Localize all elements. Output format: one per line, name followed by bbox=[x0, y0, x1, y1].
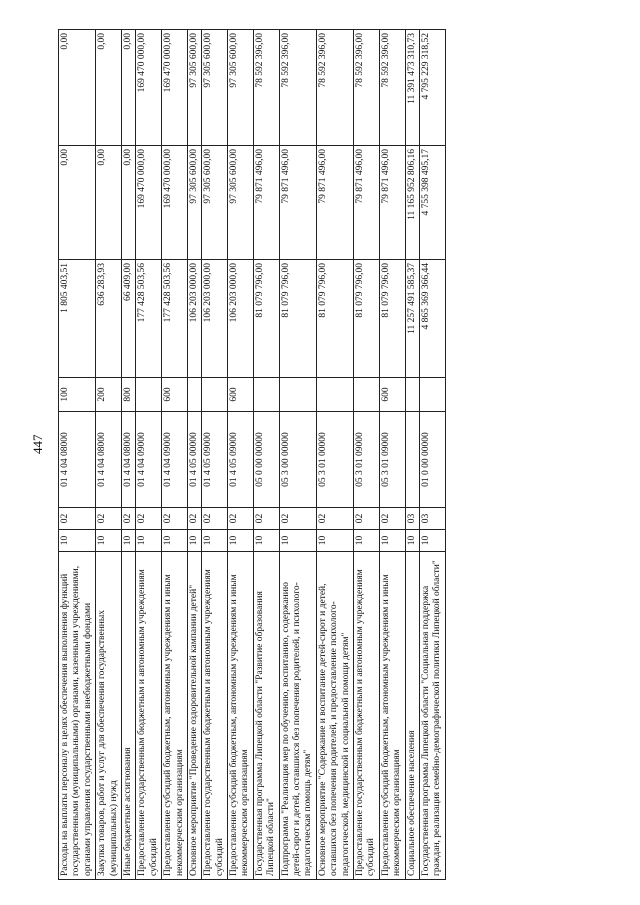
amount-year-1: 81 079 796,00 bbox=[353, 260, 379, 378]
row-name: Государственная программа Липецкой области "Развитие образования Липецкой области" bbox=[253, 552, 279, 880]
row-name: Социальное обеспечение населения bbox=[405, 552, 419, 880]
subsection-code: 02 bbox=[187, 508, 201, 530]
amount-year-3: 97 305 600,00 bbox=[228, 30, 254, 146]
expense-type-code bbox=[419, 378, 445, 412]
subsection-code: 02 bbox=[59, 508, 96, 530]
table-row bbox=[316, 30, 353, 880]
expense-type-code: 600 bbox=[162, 378, 188, 412]
table-row bbox=[353, 30, 379, 880]
amount-year-3: 78 592 396,00 bbox=[379, 30, 405, 146]
target-article-code: 01 4 04 09000 bbox=[162, 412, 188, 508]
section-code: 10 bbox=[202, 530, 228, 552]
subsection-code: 02 bbox=[253, 508, 279, 530]
subsection-code: 02 bbox=[96, 508, 122, 530]
row-name: Основное мероприятие "Проведение оздоровительной кампании детей" bbox=[187, 552, 201, 880]
amount-year-2: 79 871 496,00 bbox=[253, 146, 279, 260]
target-article-code: 01 4 05 09000 bbox=[202, 412, 228, 508]
section-code: 10 bbox=[253, 530, 279, 552]
amount-year-2: 169 470 000,00 bbox=[136, 146, 162, 260]
expense-type-code bbox=[136, 378, 162, 412]
amount-year-3: 4 795 229 318,52 bbox=[419, 30, 445, 146]
table-row bbox=[162, 30, 188, 880]
amount-year-3: 169 470 000,00 bbox=[162, 30, 188, 146]
target-article-code: 05 3 01 09000 bbox=[379, 412, 405, 508]
expense-type-code: 800 bbox=[121, 378, 135, 412]
amount-year-3: 169 470 000,00 bbox=[136, 30, 162, 146]
row-name: Предоставление государственным бюджетным и автономным учреждениям субсидий bbox=[136, 552, 162, 880]
amount-year-2: 79 871 496,00 bbox=[379, 146, 405, 260]
amount-year-3: 78 592 396,00 bbox=[253, 30, 279, 146]
amount-year-1: 177 428 503,56 bbox=[136, 260, 162, 378]
section-code: 10 bbox=[136, 530, 162, 552]
amount-year-3: 78 592 396,00 bbox=[353, 30, 379, 146]
expense-type-code: 100 bbox=[59, 378, 96, 412]
amount-year-1: 177 428 503,56 bbox=[162, 260, 188, 378]
row-name: Подпрограмма "Реализация мер по обучению, воспитанию, содержанию детей-сирот и детей, оставшихся без попечения родителей, и психолого-педагогическая помощь детям" bbox=[279, 552, 316, 880]
target-article-code: 01 0 00 00000 bbox=[419, 412, 445, 508]
amount-year-3: 78 592 396,00 bbox=[316, 30, 353, 146]
section-code: 10 bbox=[96, 530, 122, 552]
subsection-code: 02 bbox=[228, 508, 254, 530]
target-article-code: 01 4 05 09000 bbox=[228, 412, 254, 508]
expense-type-code bbox=[253, 378, 279, 412]
amount-year-1: 81 079 796,00 bbox=[253, 260, 279, 378]
amount-year-1: 81 079 796,00 bbox=[316, 260, 353, 378]
amount-year-2: 4 755 398 495,17 bbox=[419, 146, 445, 260]
amount-year-2: 11 165 952 806,16 bbox=[405, 146, 419, 260]
amount-year-3: 0,00 bbox=[121, 30, 135, 146]
amount-year-1: 1 805 403,51 bbox=[59, 260, 96, 378]
table-row bbox=[419, 30, 445, 880]
amount-year-1: 81 079 796,00 bbox=[379, 260, 405, 378]
section-code: 10 bbox=[353, 530, 379, 552]
row-name: Иные бюджетные ассигнования bbox=[121, 552, 135, 880]
expense-type-code: 200 bbox=[96, 378, 122, 412]
table-row bbox=[228, 30, 254, 880]
page-number: 447 bbox=[30, 434, 45, 454]
section-code: 10 bbox=[121, 530, 135, 552]
amount-year-2: 79 871 496,00 bbox=[279, 146, 316, 260]
section-code: 10 bbox=[279, 530, 316, 552]
amount-year-1: 66 409,00 bbox=[121, 260, 135, 378]
target-article-code: 01 4 04 08000 bbox=[96, 412, 122, 508]
target-article-code: 01 4 04 09000 bbox=[136, 412, 162, 508]
subsection-code: 02 bbox=[379, 508, 405, 530]
expense-type-code bbox=[405, 378, 419, 412]
row-name: Предоставление государственным бюджетным и автономным учреждениям субсидий bbox=[202, 552, 228, 880]
amount-year-3: 78 592 396,00 bbox=[279, 30, 316, 146]
row-name: Предоставление субсидий бюджетным, автономным учреждениям и иным некоммерческим организациям bbox=[162, 552, 188, 880]
table-row bbox=[379, 30, 405, 880]
table-row bbox=[121, 30, 135, 880]
table-row bbox=[187, 30, 201, 880]
expense-type-code bbox=[353, 378, 379, 412]
amount-year-2: 97 305 600,00 bbox=[202, 146, 228, 260]
section-code: 10 bbox=[187, 530, 201, 552]
table-row bbox=[279, 30, 316, 880]
amount-year-1: 106 203 000,00 bbox=[187, 260, 201, 378]
expense-type-code bbox=[187, 378, 201, 412]
amount-year-2: 169 470 000,00 bbox=[162, 146, 188, 260]
amount-year-3: 11 391 473 310,73 bbox=[405, 30, 419, 146]
amount-year-3: 0,00 bbox=[96, 30, 122, 146]
amount-year-2: 0,00 bbox=[59, 146, 96, 260]
target-article-code: 05 0 00 00000 bbox=[253, 412, 279, 508]
expense-type-code bbox=[279, 378, 316, 412]
subsection-code: 02 bbox=[279, 508, 316, 530]
row-name: Государственная программа Липецкой области "Социальная поддержка граждан, реализация семейно-демографической политики Липецкой области" bbox=[419, 552, 445, 880]
amount-year-3: 97 305 600,00 bbox=[187, 30, 201, 146]
expense-type-code: 600 bbox=[379, 378, 405, 412]
subsection-code: 02 bbox=[353, 508, 379, 530]
amount-year-1: 106 203 000,00 bbox=[228, 260, 254, 378]
amount-year-2: 0,00 bbox=[96, 146, 122, 260]
target-article-code: 05 3 01 00000 bbox=[316, 412, 353, 508]
table-row bbox=[405, 30, 419, 880]
section-code: 10 bbox=[419, 530, 445, 552]
subsection-code: 02 bbox=[202, 508, 228, 530]
target-article-code: 05 3 01 09000 bbox=[353, 412, 379, 508]
table-row bbox=[96, 30, 122, 880]
table-row bbox=[136, 30, 162, 880]
expense-type-code bbox=[316, 378, 353, 412]
amount-year-2: 79 871 496,00 bbox=[316, 146, 353, 260]
amount-year-1: 636 283,93 bbox=[96, 260, 122, 378]
amount-year-3: 0,00 bbox=[59, 30, 96, 146]
amount-year-1: 106 203 000,00 bbox=[202, 260, 228, 378]
section-code: 10 bbox=[316, 530, 353, 552]
subsection-code: 02 bbox=[316, 508, 353, 530]
section-code: 10 bbox=[379, 530, 405, 552]
row-name: Закупка товаров, работ и услуг для обеспечения государственных (муниципальных) нужд bbox=[96, 552, 122, 880]
target-article-code: 01 4 04 08000 bbox=[59, 412, 96, 508]
row-name: Предоставление субсидий бюджетным, автономным учреждениям и иным некоммерческим организациям bbox=[228, 552, 254, 880]
amount-year-3: 97 305 600,00 bbox=[202, 30, 228, 146]
amount-year-2: 97 305 600,00 bbox=[228, 146, 254, 260]
amount-year-2: 79 871 496,00 bbox=[353, 146, 379, 260]
row-name: Основное мероприятие "Содержание и воспитание детей-сирот и детей, оставшихся без попечения родителей, и предоставление психолого-педагогической, медицинской и социальной помощи детям" bbox=[316, 552, 353, 880]
subsection-code: 02 bbox=[121, 508, 135, 530]
expense-type-code bbox=[202, 378, 228, 412]
section-code: 10 bbox=[228, 530, 254, 552]
section-code: 10 bbox=[162, 530, 188, 552]
row-name: Расходы на выплаты персоналу в целях обеспечения выполнения функций государственными (муниципальными) органами, казенными учреждениями, органами управления государственными внебюджетными фондами bbox=[59, 552, 96, 880]
amount-year-1: 4 865 369 366,44 bbox=[419, 260, 445, 378]
table-row bbox=[59, 30, 96, 880]
row-name: Предоставление субсидий бюджетным, автономным учреждениям и иным некоммерческим организациям bbox=[379, 552, 405, 880]
target-article-code: 05 3 00 00000 bbox=[279, 412, 316, 508]
section-code: 10 bbox=[405, 530, 419, 552]
subsection-code: 03 bbox=[405, 508, 419, 530]
budget-table bbox=[58, 29, 446, 880]
row-name: Предоставление государственным бюджетным и автономным учреждениям субсидий bbox=[353, 552, 379, 880]
subsection-code: 02 bbox=[162, 508, 188, 530]
amount-year-1: 11 257 491 585,37 bbox=[405, 260, 419, 378]
rotated-page bbox=[58, 30, 446, 880]
amount-year-2: 97 305 600,00 bbox=[187, 146, 201, 260]
amount-year-2: 0,00 bbox=[121, 146, 135, 260]
table-row bbox=[202, 30, 228, 880]
section-code: 10 bbox=[59, 530, 96, 552]
expense-type-code: 600 bbox=[228, 378, 254, 412]
subsection-code: 02 bbox=[136, 508, 162, 530]
target-article-code: 01 4 04 08000 bbox=[121, 412, 135, 508]
table-row bbox=[253, 30, 279, 880]
target-article-code: 01 4 05 00000 bbox=[187, 412, 201, 508]
target-article-code bbox=[405, 412, 419, 508]
subsection-code: 03 bbox=[419, 508, 445, 530]
amount-year-1: 81 079 796,00 bbox=[279, 260, 316, 378]
